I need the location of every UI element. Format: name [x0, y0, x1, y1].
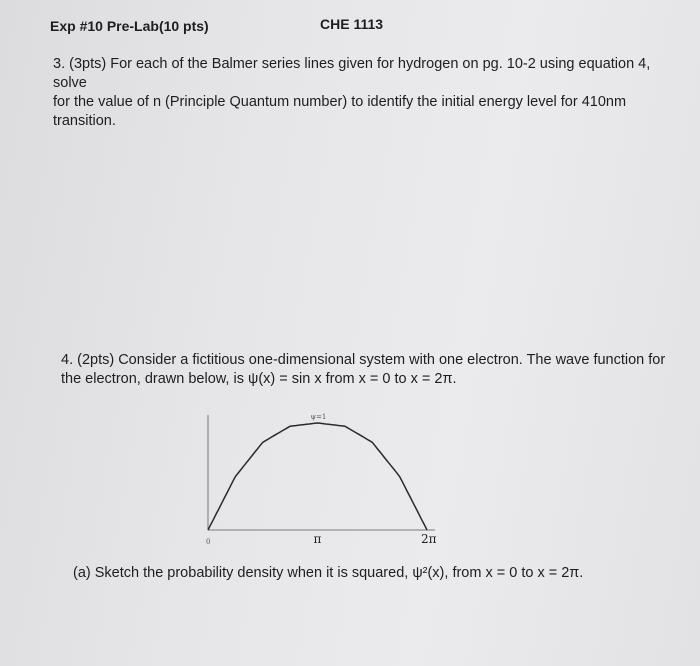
curve-label: ψ=1	[310, 413, 327, 421]
question-3-line-2: for the value of n (Principle Quantum number) to identify the initial energy level for 410nm	[53, 94, 627, 110]
x-tick-label-pi: π	[313, 532, 322, 546]
course-code: CHE 1113	[320, 16, 384, 32]
question-4	[61, 351, 681, 389]
wave-function-curve	[208, 423, 427, 530]
question-4-line-1: 4. (2pts) Consider a fictitious one-dimensional system with one electron. The wave function for	[61, 352, 666, 368]
origin-label: 0	[206, 538, 211, 546]
x-tick-label-2pi: 2π	[421, 532, 437, 546]
question-3-line-3: transition.	[53, 113, 116, 129]
page-edge-mark	[597, 12, 606, 17]
header-title: Exp #10 Pre-Lab(10 pts)	[50, 18, 209, 34]
question-3	[53, 55, 673, 131]
question-3-line-1: 3. (3pts) For each of the Balmer series lines given for hydrogen on pg. 10-2 using equation 4, solve	[53, 56, 651, 91]
question-4a: (a) Sketch the probability density when it is squared, ψ²(x), from x = 0 to x = 2π.	[73, 565, 584, 581]
wave-function-chart	[195, 405, 455, 555]
question-4-line-2: the electron, drawn below, is ψ(x) = sin x from x = 0 to x = 2π.	[61, 371, 457, 387]
